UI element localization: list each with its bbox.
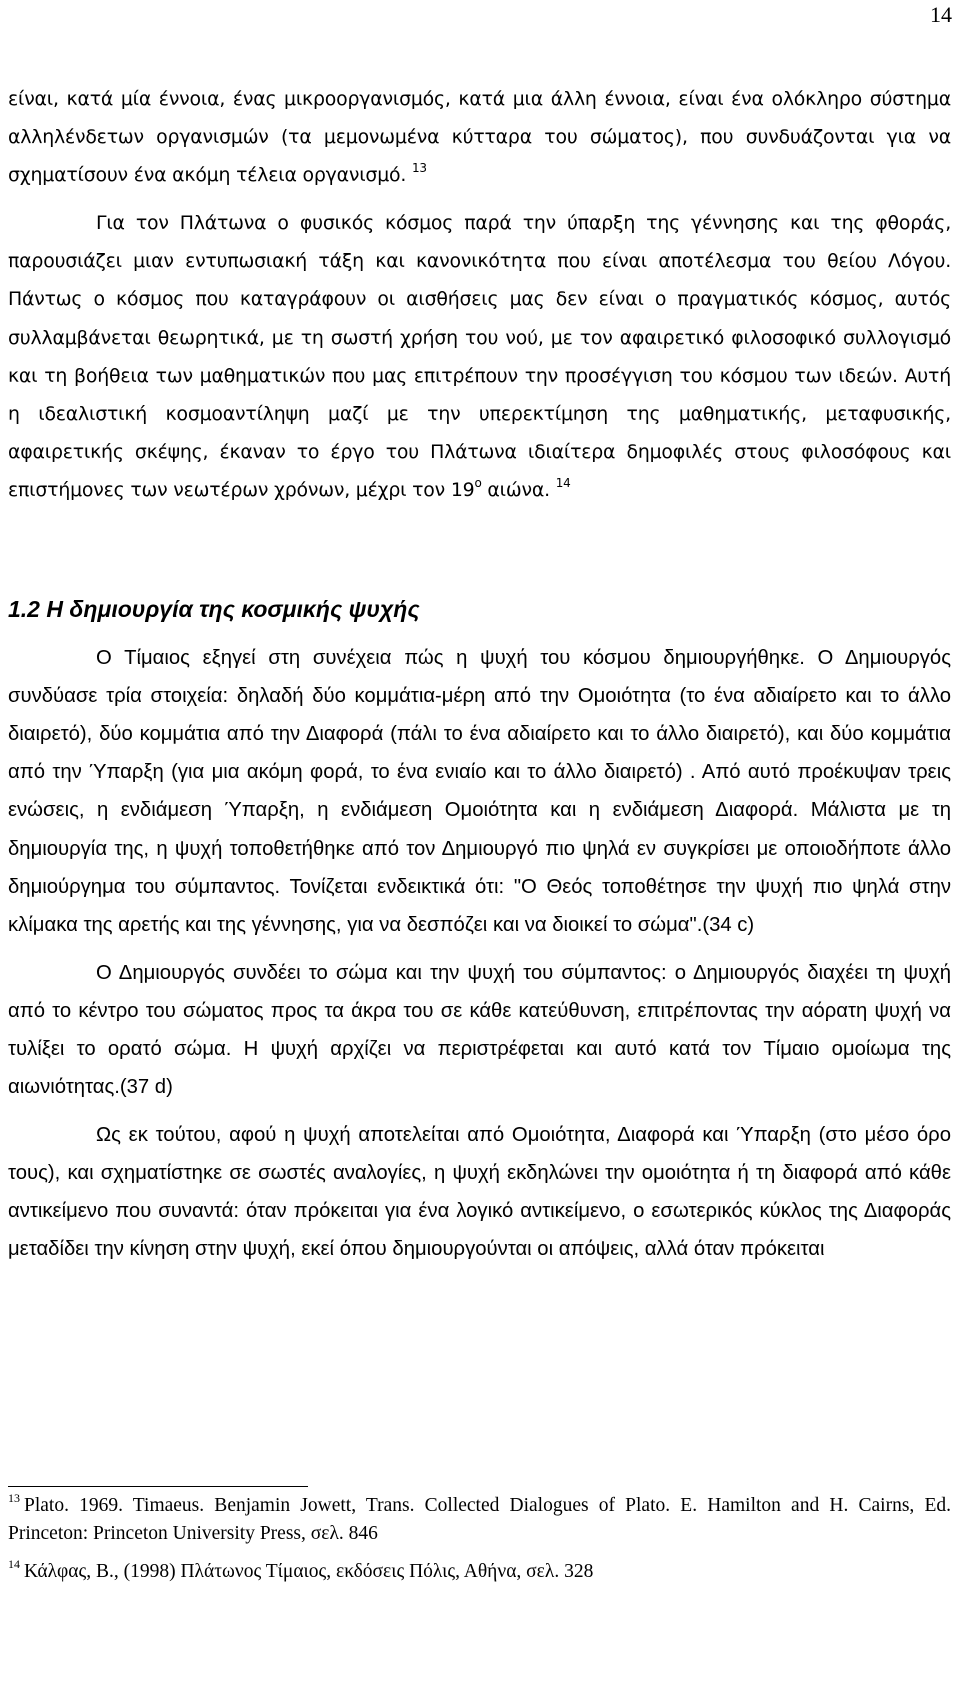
paragraph-text: Για τον Πλάτωνα ο φυσικός κόσμος παρά την ύπαρξη της γέννησης και της φθοράς, παρουσιάζει μιαν εντυπωσιακή τάξη και κανονικότητα που είναι αποτέλεσμα του θείου Λόγου. Πάντως ο κόσμος που καταγράφουν οι αισθήσεις μας δεν είναι ο πραγματικός κόσμος, αυτός συλλαμβάνεται θεωρητικά, με τη σωστή χρήση του νού, με τον αφαιρετικό φιλοσοφικό συλλογισμό και τη βοήθεια των μαθηματικών που μας επιτρέπουν την προσέγγιση του κόσμου των ιδεών. Αυτή η ιδεαλιστική κοσμοαντίληψη μαζί με την υπερεκτίμηση της μαθηματικής, μεταφυσικής, αφαιρετικής σκέψης, έκαναν το έργο του Πλάτωνα ιδιαίτερα δημοφιλές στους φιλοσόφους και επιστήμονες των νεωτέρων χρόνων, μέχρι τον 19 bbox=[8, 212, 951, 501]
footnote-14 bbox=[8, 1558, 951, 1586]
footnote-13 bbox=[8, 1492, 951, 1548]
footnote-ref-14[interactable]: 14 bbox=[555, 475, 571, 490]
footnote-number: 13 bbox=[8, 1491, 20, 1505]
page-number: 14 bbox=[930, 2, 952, 27]
footnote-separator bbox=[8, 1486, 308, 1487]
footnote-number: 14 bbox=[8, 1557, 20, 1571]
paragraph-2 bbox=[8, 204, 951, 509]
footnote-text: Plato. 1969. Timaeus. Benjamin Jowett, Trans. Collected Dialogues of Plato. E. Hamilton and H. Cairns, Ed. Princeton: Princeton University Press, σελ. 846 bbox=[8, 1495, 951, 1544]
paragraph-tail: αιώνα. bbox=[481, 478, 550, 501]
paragraph-5: Ως εκ τούτου, αφού η ψυχή αποτελείται από Ομοιότητα, Διαφορά και Ύπαρξη (στο μέσο όρο τους), και σχηματίστηκε σε σωστές αναλογίες, η ψυχή εκδηλώνει την ομοιότητα ή τη διαφορά από κάθε αντικείμενο που συναντά: όταν πρόκειται για ένα λογικό αντικείμενο, ο εσωτερικός κύκλος της Διαφοράς μεταδίδει την κίνηση στην ψυχή, εκεί όπου δημιουργούνται οι απόψεις, αλλά όταν πρόκειται bbox=[8, 1124, 951, 1261]
paragraph-text: είναι, κατά μία έννοια, ένας μικροοργανισμός, κατά μια άλλη έννοια, είναι ένα ολόκληρο σύστημα αλληλένδετων οργανισμών (τα μεμονωμένα κύτταρα του σώματος), που συνδυάζονται για να σχηματίσουν ένα ακόμη τέλεια οργανισμό. bbox=[8, 88, 951, 187]
paragraph-4: Ο Δημιουργός συνδέει το σώμα και την ψυχή του σύμπαντος: ο Δημιουργός διαχέει τη ψυχή από το κέντρο του σώματος προς τα άκρα του σε κάθε κατεύθυνση, επιτρέποντας την αόρατη ψυχή να τυλίξει το ορατό σώμα. Η ψυχή αρχίζει να περιστρέφεται και αυτό κατά τον Τίμαιο ομοίωμα της αιωνιότητας.(37 d) bbox=[8, 961, 951, 1099]
section-heading: 1.2 Η δημιουργία της κοσμικής ψυχής bbox=[8, 596, 420, 623]
footnote-ref-13[interactable]: 13 bbox=[412, 161, 427, 176]
paragraph-3: Ο Τίμαιος εξηγεί στη συνέχεια πώς η ψυχή του κόσμου δημιουργήθηκε. Ο Δημιουργός συνδύασε τρία στοιχεία: δηλαδή δύο κομμάτια-μέρη από την Ομοιότητα (το ένα αδιαίρετο και το άλλο διαιρετό), δύο κομμάτια από την Διαφορά (πάλι το ένα αδιαίρετο και το άλλο διαιρετό), και δύο κομμάτια από την Ύπαρξη (για μια ακόμη φορά, το ένα ενιαίο και το άλλο διαιρετό) . Από αυτό προέκυψαν τρεις ενώσεις, η ενδιάμεση Ύπαρξη, η ενδιάμεση Ομοιότητα και η ενδιάμεση Διαφορά. Μάλιστα με τη δημιουργία της, η ψυχή τοποθετήθηκε από τον Δημιουργό πιο ψηλά εν συγκρίσει με οποιοδήποτε άλλο δημιούργημα του σύμπαντος. Τονίζεται ενδεικτικά ότι: "Ο Θεός τοποθέτησε την ψυχή πιο ψηλά στην κλίμακα της αρετής και της γέννησης, για να δεσπόζει και να διοικεί το σώμα".(34 c) bbox=[8, 647, 951, 936]
paragraph-1 bbox=[8, 80, 951, 194]
document-body bbox=[8, 80, 951, 1269]
footnote-text: Κάλφας, Β., (1998) Πλάτωνος Τίμαιος, εκδόσεις Πόλις, Αθήνα, σελ. 328 bbox=[24, 1561, 594, 1582]
footnotes bbox=[8, 1492, 951, 1596]
ordinal-superscript: ο bbox=[474, 475, 482, 490]
